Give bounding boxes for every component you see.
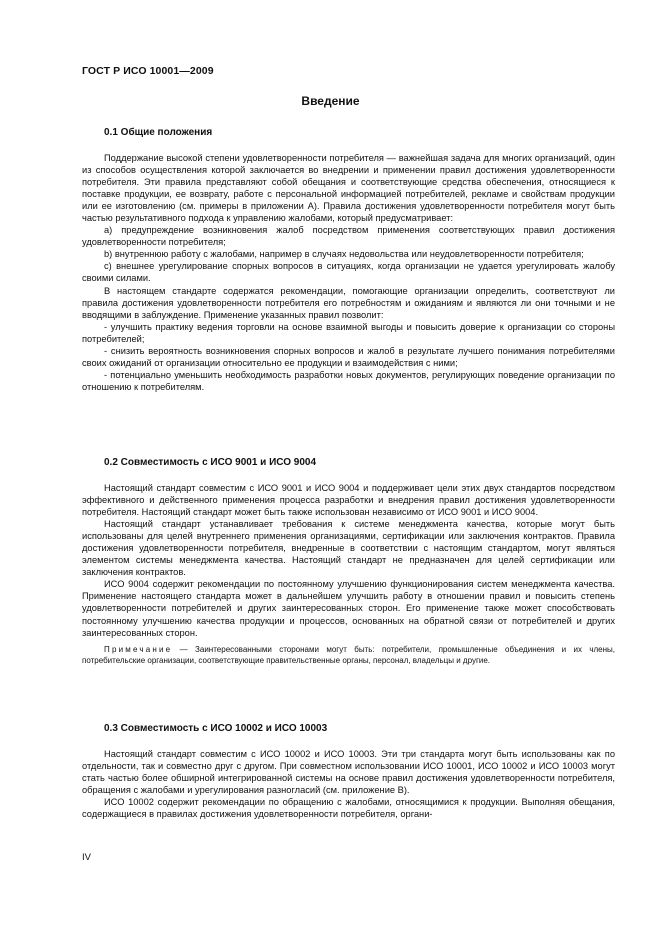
list-item: a) предупреждение возникновения жалоб посредством применения соответствующих правил достижения удовлетворенности потребителя;: [82, 225, 615, 248]
paragraph: ИСО 10002 содержит рекомендации по обращению с жалобами, относящимися к продукции. Выполняя обещания, содержащиеся в правилах достижения удовлетворенности потребителя, органи-: [82, 797, 615, 820]
page-title: Введение: [301, 94, 360, 108]
list-item: - потенциально уменьшить необходимость разработки новых документов, регулирующих поведение организации по отношению к потребителям.: [82, 369, 615, 392]
section-heading: 0.2 Совместимость с ИСО 9001 и ИСО 9004: [104, 457, 317, 468]
section-0-1: [82, 126, 615, 140]
paragraph: Поддержание высокой степени удовлетворенности потребителя — важнейшая задача для многих организаций, один из способов осуществления которой заключается во внедрении и применении правил достижения удовлетворенности потребителя. Эти правила представляют собой обещания и соответствующие средства обеспечения, относящиеся к поставке продукции, ее возврату, работе с персональной информацией потребителей, рекламе и свойствам продукции или ее изготовлению (см. примеры в приложении А). Правила достижения удовлетворенности потребителя могут быть частью результативного подхода к управлению жалобами, который предусматривает:: [82, 153, 615, 224]
section-heading: 0.3 Совместимость с ИСО 10002 и ИСО 10003: [104, 723, 328, 734]
paragraph: Настоящий стандарт совместим с ИСО 9001 и ИСО 9004 и поддерживает цели этих двух стандартов посредством эффективного и действенного применения процесса разработки и внедрения правил достижения удовлетворенности потребителя. Настоящий стандарт может быть также использован независимо от ИСО 9001 и ИСО 9004.: [82, 483, 615, 518]
section-heading: 0.1 Общие положения: [104, 127, 213, 138]
section-0-3-body: [82, 748, 615, 820]
paragraph: Настоящий стандарт устанавливает требования к системе менеджмента качества, которые могут быть использованы для целей внутреннего применения организациями, сертификации или заключения контрактов. Правила достижения удовлетворенности потребителя, внедренные в соответствии с настоящим стандартом, могут являться элементом системы менеджмента качества. Настоящий стандарт не предназначен для целей сертификации или заключения контрактов.: [82, 519, 615, 578]
note-text: — Заинтересованными сторонами могут быть: потребители, промышленные объединения и их члены, потребительские организации, соответствующие правительственные органы, персонал, владельцы и другие.: [82, 644, 615, 665]
list-item: - улучшить практику ведения торговли на основе взаимной выгоды и повысить доверие к организации со стороны потребителей;: [82, 321, 615, 344]
paragraph: В настоящем стандарте содержатся рекомендации, помогающие организации определить, соответствуют ли правила достижения удовлетворенности потребителя его потребностям и ожиданиям и являются ли они точными и не вводящими в заблуждение. Применение указанных правил позволит:: [82, 285, 615, 320]
section-0-3: [82, 722, 615, 736]
section-0-2-body: [82, 482, 615, 666]
document-code: ГОСТ Р ИСО 10001—2009: [82, 65, 214, 77]
note: [82, 644, 615, 666]
section-0-2: [82, 456, 615, 470]
page-number: IV: [82, 852, 91, 863]
paragraph: ИСО 9004 содержит рекомендации по постоянному улучшению функционирования систем менеджмента качества. Применение настоящего стандарта может в дальнейшем улучшить работу в отношении правил и повысить степень удовлетворенности потребителей и других заинтересованных сторон. Его применение также может способствовать постоянному улучшению качества продукции и процессов, основанных на обратной связи от потребителей и других заинтересованных сторон.: [82, 579, 615, 638]
note-label: Примечание: [104, 644, 173, 654]
list-item: - снизить вероятность возникновения спорных вопросов и жалоб в результате лучшего понимания потребителями своих ожиданий от организации относительно ее продукции и взаимодействия с ними;: [82, 345, 615, 368]
list-item: c) внешнее урегулирование спорных вопросов в ситуациях, когда организации не удается урегулировать жалобу своими силами.: [82, 261, 615, 284]
paragraph: Настоящий стандарт совместим с ИСО 10002 и ИСО 10003. Эти три стандарта могут быть использованы как по отдельности, так и совместно друг с другом. При совместном использовании ИСО 10001, ИСО 10002 и ИСО 10003 могут стать частью более обширной интегрированной системы на основе правил достижения удовлетворенности потребителя, обращения с жалобами и урегулирования разногласий (см. приложение В).: [82, 749, 615, 796]
list-item: b) внутреннюю работу с жалобами, например в случаях недовольства или неудовлетворенности потребителя;: [104, 249, 584, 260]
section-0-1-body: [82, 152, 615, 393]
